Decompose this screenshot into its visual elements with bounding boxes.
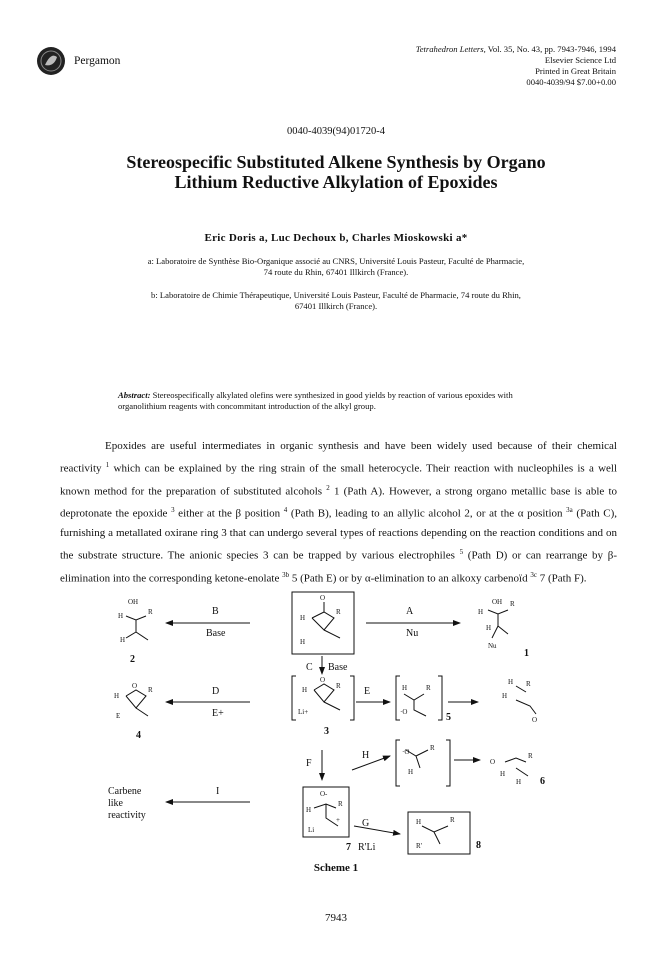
atom-r: R — [338, 800, 343, 808]
affiliation-a-line2: 74 route du Rhin, 67401 Illkirch (France). — [263, 267, 409, 277]
compound-number-6: 6 — [540, 776, 545, 787]
atom-h: H — [402, 684, 408, 692]
compound-2-bonds — [126, 616, 148, 640]
label-D: D — [212, 686, 220, 697]
atom-r: R — [526, 680, 531, 688]
atom-r: R — [510, 600, 515, 608]
atom-h: H — [478, 608, 484, 616]
abstract-text: Stereospecifically alkylated olefins were synthesized in good yields by reaction of various epoxides with organolithium reagents with concommitant introduction of the alkyl group. — [118, 390, 513, 411]
atom-h: H — [502, 692, 508, 700]
compound-number-7: 7 — [346, 842, 351, 853]
label-G: G — [362, 818, 370, 829]
atom-o-minus: ·O — [400, 708, 408, 716]
label-H: H — [362, 750, 370, 761]
atom-h: H — [306, 806, 312, 814]
affiliation-a-line1: a: Laboratoire de Synthèse Bio-Organique associé au CNRS, Université Louis Pasteur, Faculté de Pharmacie, — [147, 256, 525, 266]
atom-o-minus: O- — [320, 790, 328, 798]
atom-plus: + — [336, 816, 340, 824]
label-Nu: Nu — [406, 628, 419, 639]
compound-6b-bonds — [505, 758, 528, 776]
atom-r: R — [336, 682, 341, 690]
atom-r-prime: R' — [416, 842, 422, 850]
label-C: C — [306, 662, 313, 673]
atom-h: H — [408, 768, 414, 776]
compound-number-5: 5 — [446, 712, 451, 723]
affiliation-b-line1: b: Laboratoire de Chimie Thérapeutique, Université Louis Pasteur, Faculté de Pharmacie, 74 route du Rhin, — [151, 290, 521, 300]
compound-8-bonds — [422, 826, 448, 844]
atom-o: O — [132, 682, 138, 690]
journal-printed: Printed in Great Britain — [535, 66, 616, 76]
body-text: 7 (Path F). — [536, 572, 587, 585]
atom-nu: Nu — [488, 642, 497, 650]
compound-number-8: 8 — [476, 840, 481, 851]
ref-superscript: 3c — [530, 570, 537, 579]
label-F: F — [306, 758, 312, 769]
journal-info — [416, 44, 616, 88]
body-paragraph — [60, 437, 617, 588]
atom-h: H — [500, 770, 506, 778]
abstract — [118, 390, 554, 412]
affiliation-b — [100, 290, 572, 312]
atom-h: H — [114, 692, 120, 700]
title-line-2: Lithium Reductive Alkylation of Epoxides — [174, 172, 498, 192]
label-E: E — [364, 686, 371, 697]
atom-r: R — [336, 608, 341, 616]
abstract-label: Abstract: — [118, 390, 151, 400]
publisher-name: Pergamon — [74, 55, 121, 67]
atom-r: R — [450, 816, 455, 824]
ref-superscript: 3b — [282, 570, 290, 579]
affiliation-b-line2: 67401 Illkirch (France). — [294, 301, 378, 311]
label-base-2: Base — [328, 662, 348, 673]
ref-superscript: 5 — [459, 547, 464, 556]
atom-o: O — [532, 716, 538, 724]
atom-h: H — [416, 818, 422, 826]
atom-h: H — [508, 678, 514, 686]
carbene-text-1: Carbene — [108, 786, 142, 797]
body-text: 5 (Path E) or by α-elimination to an alkoxy carbenoïd — [289, 572, 528, 585]
compound-number-2: 2 — [130, 654, 135, 665]
atom-h: H — [302, 686, 308, 694]
atom-r: R — [426, 684, 431, 692]
carbene-text-3: reactivity — [108, 810, 146, 821]
title-line-1: Stereospecific Substituted Alkene Synthesis by Organo — [126, 152, 546, 172]
ref-superscript: 4 — [283, 506, 288, 515]
label-B: B — [212, 606, 219, 617]
atom-h: H — [120, 636, 126, 644]
atom-e: E — [116, 712, 121, 720]
atom-r: R — [430, 744, 435, 752]
atom-r: R — [148, 608, 153, 616]
atom-oh: OH — [128, 598, 139, 606]
page-number: 7943 — [325, 912, 347, 924]
affiliation-a — [100, 256, 572, 278]
journal-publisher: Elsevier Science Ltd — [544, 55, 616, 65]
ref-superscript: 3a — [566, 506, 573, 515]
compound-7-bonds — [314, 804, 338, 826]
doc-code: 0040-4039(94)01720-4 — [287, 126, 385, 137]
atom-h: H — [486, 624, 492, 632]
atom-r: R — [148, 686, 153, 694]
atom-h: H — [300, 614, 306, 622]
atom-o-minus: ·O — [402, 748, 410, 756]
pergamon-logo — [36, 46, 66, 76]
compound-number-4: 4 — [136, 730, 141, 741]
body-text: 1 (Path A). However, a strong organo metallic base is able to deprotonate the epoxide — [60, 485, 617, 520]
authors: Eric Doris a, Luc Dechoux b, Charles Mioskowski a* — [204, 232, 468, 244]
label-A: A — [406, 606, 414, 617]
atom-li: Li — [308, 826, 315, 834]
label-I: I — [216, 786, 220, 797]
atom-oh: OH — [492, 598, 503, 606]
atom-h: H — [118, 612, 124, 620]
arrow-H — [352, 756, 390, 770]
carbene-text-2: like — [108, 798, 123, 809]
body-text: Epoxides are useful intermediates in organic synthesis and have been widely used because of their chemical reactivity — [60, 440, 617, 475]
atom-h: H — [300, 638, 306, 646]
atom-li-plus: Li+ — [298, 708, 309, 716]
scheme-caption: Scheme 1 — [313, 862, 359, 874]
arrow-G — [354, 826, 400, 834]
label-base-1: Base — [206, 628, 226, 639]
body-text: (Path B), leading to an allylic alcohol 2, or at the α position — [287, 507, 563, 520]
body-text: (Path D) or can rearrange by β-elimination into the corresponding ketone-enolate — [60, 549, 617, 585]
compound-number-1: 1 — [524, 648, 529, 659]
body-text: either at the β position — [174, 507, 281, 520]
body-text: (Path C), furnishing a metallated oxirane ring 3 that can undergo several types of reactions depending on the reaction conditions and on the substrate structure. The anionic species 3 can be trapped by various electrophiles — [60, 507, 617, 562]
label-E-plus: E+ — [212, 708, 224, 719]
compound-number-3: 3 — [324, 726, 329, 737]
intermediate-brackets — [396, 740, 450, 786]
compound-6-bonds — [516, 686, 536, 714]
ref-superscript: 3 — [171, 506, 175, 515]
body-text: which can be explained by the ring strain of the small heterocycle. Their reaction with nucleophiles is a well known method for the preparation of substituted alcohols — [60, 462, 618, 498]
journal-volume: Vol. 35, No. 43, pp. 7943-7946, 1994 — [485, 44, 616, 54]
reaction-scheme — [100, 590, 550, 890]
journal-name: Tetrahedron Letters, — [415, 44, 486, 54]
atom-h: H — [516, 778, 522, 786]
atom-r: R — [528, 752, 533, 760]
journal-price: 0040-4039/94 $7.00+0.00 — [526, 77, 616, 87]
atom-o: O — [490, 758, 496, 766]
paper-title — [70, 152, 602, 192]
ref-superscript: 1 — [105, 461, 110, 469]
atom-o: O — [320, 594, 326, 602]
label-RLi: R'Li — [358, 842, 376, 853]
atom-o: O — [320, 676, 326, 684]
ref-superscript: 2 — [326, 483, 330, 492]
compound-4-bonds — [126, 690, 148, 716]
